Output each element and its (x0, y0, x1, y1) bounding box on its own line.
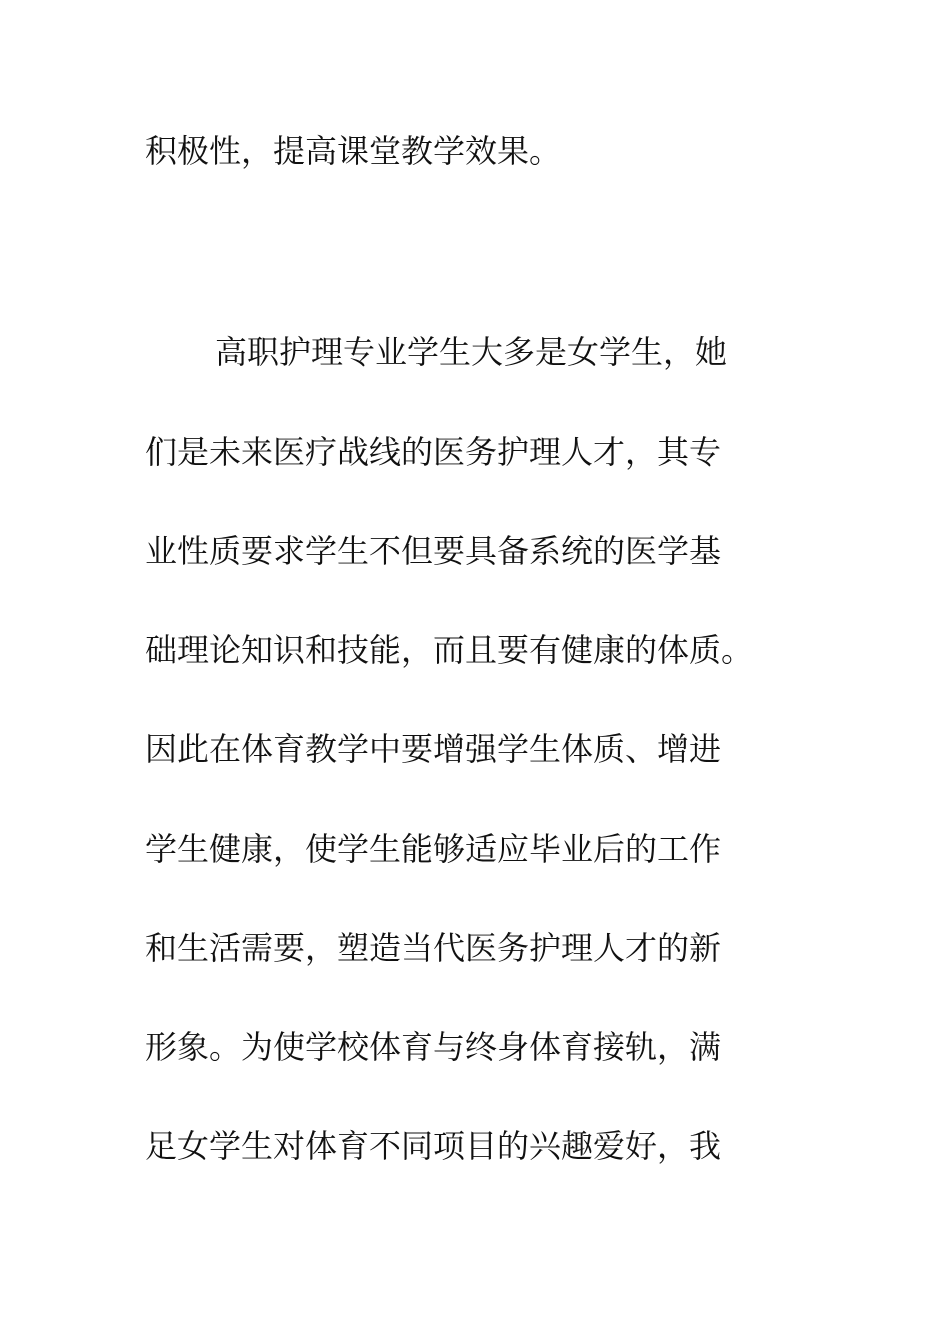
paragraph2-line-4: 础理论知识和技能，而且要有健康的体质。 (145, 631, 754, 669)
paragraph2-line-2: 们是未来医疗战线的医务护理人才，其专 (145, 433, 722, 471)
paragraph1-line-1: 积极性，提高课堂教学效果。 (145, 132, 562, 170)
paragraph2-line-5: 因此在体育教学中要增强学生体质、增进 (145, 730, 722, 768)
paragraph2-line-3: 业性质要求学生不但要具备系统的医学基 (145, 532, 722, 570)
paragraph2-line-6: 学生健康，使学生能够适应毕业后的工作 (145, 830, 722, 868)
paragraph2-line-1: 高职护理专业学生大多是女学生，她 (215, 333, 728, 371)
paragraph2-line-9: 足女学生对体育不同项目的兴趣爱好，我 (145, 1127, 722, 1165)
paragraph2-line-8: 形象。为使学校体育与终身体育接轨，满 (145, 1028, 722, 1066)
paragraph2-line-7: 和生活需要，塑造当代医务护理人才的新 (145, 929, 722, 967)
